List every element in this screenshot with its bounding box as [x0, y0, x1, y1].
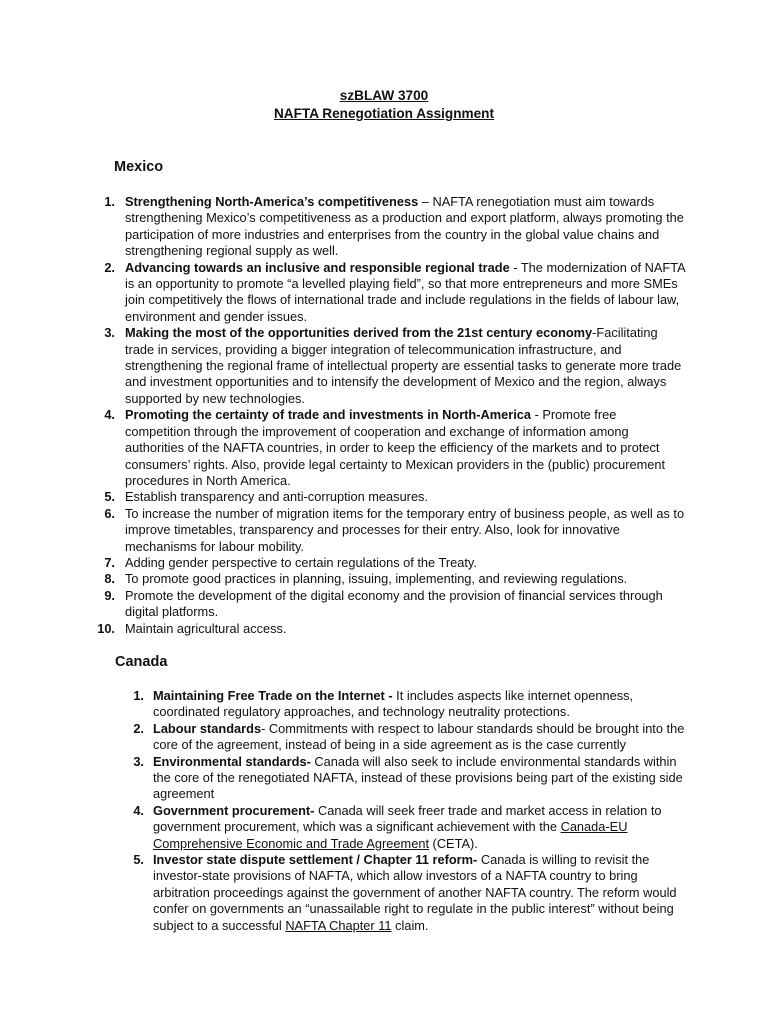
- item-number: 1.: [133, 688, 144, 703]
- item-number: 6.: [104, 505, 115, 521]
- item-number: 8.: [104, 571, 115, 587]
- item-number: 10.: [97, 620, 115, 636]
- list-item: [104, 325, 685, 407]
- item-text: Canada is willing to revisit the investor-state provisions of NAFTA, which allow investors of a NAFTA country to bring arbitration proceedings against the government of another NAFTA country. The reform would confer on governments an “unassailable right to regulate in the public interest” without being subject to a successful: [153, 852, 677, 933]
- list-item: [97, 620, 685, 637]
- list-item: [104, 571, 685, 587]
- ceta-link[interactable]: Canada-EU Comprehensive Economic and Trade Agreement: [153, 819, 628, 851]
- item-text-tail: (CETA).: [429, 835, 478, 851]
- list-item: [133, 688, 693, 721]
- item-text: -Facilitating trade in services, providing a bigger integration of telecommunication infrastructure, and strengthening the regional frame of intellectual property are essential tasks to generate more trade and investment opportunities and to intensify the development of Mexico and the region, always supported by new technologies.: [125, 325, 682, 406]
- list-item: [104, 489, 685, 505]
- item-number: 5.: [133, 852, 144, 868]
- item-number: 3.: [104, 325, 115, 341]
- assignment-title: NAFTA Renegotiation Assignment: [273, 106, 494, 121]
- canada-heading: Canada: [115, 654, 168, 670]
- item-number: 3.: [133, 753, 144, 769]
- list-item: [104, 194, 685, 260]
- item-text: Adding gender perspective to certain regulations of the Treaty.: [125, 554, 477, 570]
- item-text: – NAFTA renegotiation must aim towards strengthening Mexico’s competitiveness as a production and export platform, always promoting the participation of more industries and enterprises from the country in the global value chains and strengthening regional supply as well.: [125, 194, 684, 259]
- item-text: To promote good practices in planning, issuing, implementing, and reviewing regulations.: [125, 571, 628, 587]
- list-item: [133, 802, 693, 852]
- item-number: 5.: [104, 489, 115, 505]
- list-item: [104, 407, 685, 489]
- mexico-list: [97, 194, 685, 637]
- item-number: 2.: [104, 259, 115, 275]
- item-heading: Investor state dispute settlement / Chapter 11 reform-: [153, 852, 478, 868]
- canada-list: [133, 688, 693, 934]
- item-text: It includes aspects like internet openness, coordinated regulatory approaches, and technology neutrality protections.: [153, 688, 634, 720]
- item-number: 7.: [104, 554, 115, 570]
- item-text: Maintain agricultural access.: [125, 620, 287, 636]
- item-heading: Advancing towards an inclusive and responsible regional trade: [125, 259, 510, 275]
- item-number: 2.: [133, 720, 144, 736]
- item-text-tail: claim.: [391, 917, 429, 933]
- list-item: [104, 554, 685, 571]
- item-heading: Labour standards: [153, 720, 262, 736]
- item-heading: Government procurement-: [153, 802, 315, 818]
- list-item: [104, 587, 685, 621]
- list-item: [104, 505, 685, 555]
- item-heading: Maintaining Free Trade on the Internet -: [153, 688, 393, 703]
- list-item: [133, 852, 693, 934]
- item-heading: Strengthening North-America’s competitiveness: [125, 194, 419, 209]
- item-text: - The modernization of NAFTA is an opportunity to promote “a levelled playing field”, so that more entrepreneurs and more SMEs join competitively the flows of international trade and include regulations in the fields of labour law, environment and gender issues.: [125, 259, 685, 324]
- item-number: 4.: [133, 802, 144, 818]
- item-text: - Commitments with respect to labour standards should be brought into the core of the agreement, instead of being in a side agreement as is the case currently: [153, 720, 685, 753]
- item-number: 4.: [104, 407, 115, 423]
- item-heading: Promoting the certainty of trade and investments in North-America: [125, 407, 532, 423]
- list-item: [133, 753, 693, 803]
- item-number: 9.: [104, 587, 115, 603]
- item-text: To increase the number of migration items for the temporary entry of business people, as well as to improve timetables, transparency and processes for their entry. Also, look for innovative mechanisms for labour mobility.: [125, 505, 685, 554]
- nafta-chapter-11-link[interactable]: NAFTA Chapter 11: [285, 917, 392, 933]
- item-text: Promote the development of the digital economy and the provision of financial services through digital platforms.: [125, 587, 663, 620]
- item-number: 1.: [104, 194, 115, 209]
- item-text: Canada will also seek to include environmental standards within the core of the renegotiated NAFTA, instead of these provisions being part of the existing side agreement: [153, 753, 683, 802]
- list-item: [133, 720, 693, 754]
- item-text: Establish transparency and anti-corruption measures.: [125, 489, 429, 505]
- list-item: [104, 259, 685, 326]
- mexico-heading: Mexico: [114, 159, 164, 175]
- item-heading: Environmental standards-: [153, 753, 311, 769]
- course-code: szBLAW 3700: [339, 88, 429, 103]
- title-block: [0, 87, 768, 123]
- item-text: - Promote free competition through the improvement of cooperation and exchange of information among authorities of the NAFTA countries, in order to keep the efficiency of the markets and to protect consumers’ rights. Also, provide legal certainty to Mexican providers in the (public) procurement procedures in North America.: [125, 407, 666, 488]
- item-heading: Making the most of the opportunities derived from the 21st century economy: [125, 325, 593, 341]
- item-text: Canada will seek freer trade and market access in relation to government procurement, which was a significant achievement with the: [153, 802, 662, 835]
